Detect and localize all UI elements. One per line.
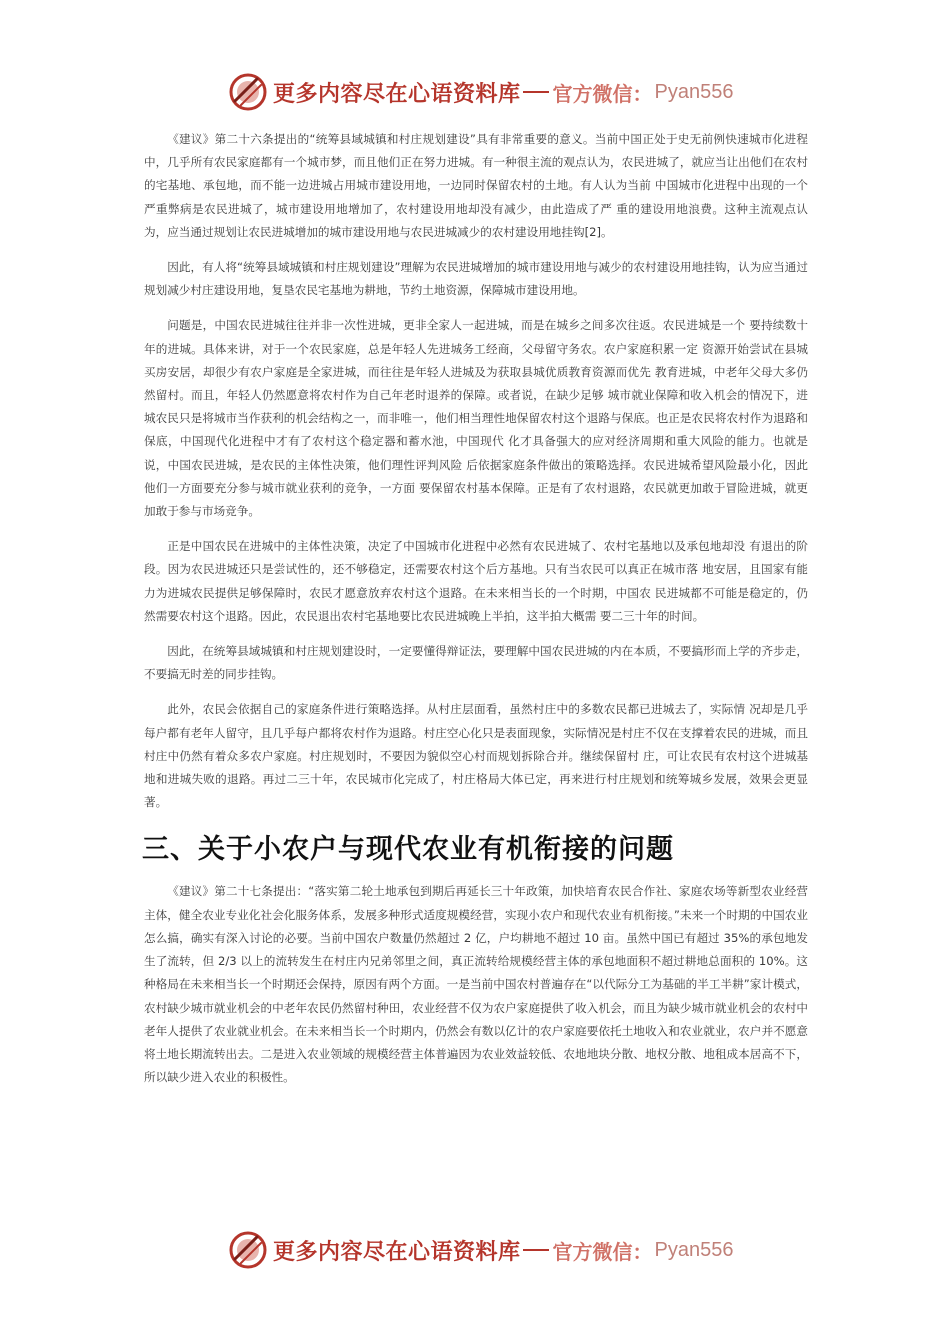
document-body (144, 128, 808, 1101)
paragraph: 《建议》第二十六条提出的“统筹县域城镇和村庄规划建设”具有非常重要的意义。当前中国正处于史无前例快速城市化进程中，几乎所有农民家庭都有一个城市梦，而且他们正在努力进城。有一种很主流的观点认为，农民进城了，就应当让出他们在农村的宅基地、承包地，而不能一边进城占用城市建设用地，一边同时保留农村的土地。有人认为当前 中国城市化进程中出现的一个严重弊病是农民进城了，城市建设用地增加了，农村建设用地却没有减少，由此造成了严 重的建设用地浪费。这种主流观点认为，应当通过规划让农民进城增加的城市建设用地与农民进城减少的农村建设用地挂钩[2]。 (144, 132, 808, 239)
banner-row (227, 1228, 733, 1272)
logo-icon (227, 1229, 269, 1271)
footer-banner (0, 1228, 950, 1272)
banner-text: 更多内容尽在心语资料库 (273, 80, 521, 107)
header-banner (0, 70, 950, 114)
banner-wechat-id: Pyan556 (654, 1238, 734, 1261)
banner-wechat-label: 官方微信： (552, 1239, 653, 1264)
paragraph: 因此，在统筹县域城镇和村庄规划建设时，一定要懂得辩证法，要理解中国农民进城的内在本质，不要搞形而上学的齐步走，不要搞无时差的同步挂钩。 (144, 644, 808, 682)
banner-dash (523, 91, 549, 93)
banner-wechat-id: Pyan556 (654, 80, 734, 103)
paragraph: 此外，农民会依据自己的家庭条件进行策略选择。从村庄层面看，虽然村庄中的多数农民都已进城去了，实际情 况却是几乎每户都有老年人留守，且几乎每户都将农村作为退路。村庄空心化只是表面现象，实际情况是村庄不仅在支撑着农民的进城，而且村庄中仍然有着众多农户家庭。村庄规划时，不要因为貌似空心村而规划拆除合并。继续保留村 庄，可让农民有农村这个进城基地和进城失败的退路。再过二三十年，农民城市化完成了，村庄格局大体已定，再来进行村庄规划和统筹城乡发展，效果会更显著。 (144, 702, 808, 810)
banner-wechat-label: 官方微信： (552, 81, 653, 106)
logo-icon (227, 71, 269, 113)
paragraph: 正是中国农民在进城中的主体性决策，决定了中国城市化进程中必然有农民进城了、农村宅基地以及承包地却没 有退出的阶段。因为农民进城还只是尝试性的，还不够稳定，还需要农村这个后方基地。只有当农民可以真正在城市落 地安居，且国家有能力为进城农民提供足够保障时，农民才愿意放弃农村这个退路。在未来相当长的一个时期，中国农 民进城都不可能是稳定的，仍然需要农村这个退路。因此，农民退出农村宅基地要比农民进城晚上半拍，这半拍大概需 要二三十年的时间。 (144, 539, 808, 623)
paragraph: 因此，有人将“统筹县域城镇和村庄规划建设”理解为农民进城增加的城市建设用地与减少的农村建设用地挂钩，认为应当通过规划减少村庄建设用地，复垦农民宅基地为耕地，节约土地资源，保障城市建设用地。 (144, 260, 808, 298)
banner-dash (523, 1249, 549, 1251)
banner-row (227, 70, 733, 114)
paragraph: 《建议》第二十七条提出：“落实第二轮土地承包到期后再延长三十年政策，加快培育农民合作社、家庭农场等新型农业经营主体，健全农业专业化社会化服务体系，发展多种形式适度规模经营，实现小农户和现代农业有机衔接。”未来一个时期的中国农业怎么搞，确实有深入讨论的必要。当前中国农户数量仍然超过 2 亿，户均耕地不超过 10 亩。虽然中国已有超过 35%的承包地发生了流转，但 2/3 以上的流转发生在村庄内兄弟邻里之间，真正流转给规模经营主体的承包地面积不超过耕地总面积的 10%。这种格局在未来相当长一个时期还会保持，原因有两个方面。一是当前中国农村普遍存在“以代际分工为基础的半工半耕”家计模式，农村缺少城市就业机会的中老年农民仍然留村种田，农业经营不仅为农户家庭提供了收入机会，而且为缺少城市就业机会的农村中老年人提供了农业就业机会。在未来相当长一个时期内，仍然会有数以亿计的农户家庭要依托土地收入和农业就业，农户并不愿意将土地长期流转出去。二是进入农业领域的规模经营主体普遍因为农业效益较低、农地地块分散、地权分散、地租成本居高不下，所以缺少进入农业的积极性。 (144, 884, 808, 1085)
paragraph: 问题是，中国农民进城往往并非一次性进城，更非全家人一起进城，而是在城乡之间多次往返。农民进城是一个 要持续数十年的进城。具体来讲，对于一个农民家庭，总是年轻人先进城务工经商，父母留守务农。农户家庭积累一定 资源开始尝试在县城买房安居，却很少有农户家庭是全家进城，而往往是年轻人进城及为获取县城优质教育资源而优先 教育进城，中老年父母大多仍然留村。而且，年轻人仍然愿意将农村作为自己年老时退养的保障。或者说，在缺少足够 城市就业保障和收入机会的情况下，进城农民只是将城市当作获利的机会结构之一，而非唯一，他们相当理性地保留农村这个退路与保底。也正是农民将农村作为退路和保底，中国现代化进程中才有了农村这个稳定器和蓄水池，中国现代 化才具备强大的应对经济周期和重大风险的能力。也就是说，中国农民进城，是农民的主体性决策，他们理性评判风险 后依据家庭条件做出的策略选择。农民进城希望风险最小化，因此他们一方面要充分参与城市就业获利的竞争，一方面 要保留农村基本保障。正是有了农村退路，农民就更加敢于冒险进城，就更加敢于参与市场竞争。 (144, 318, 808, 519)
section-heading: 三、关于小农户与现代农业有机衔接的问题 (142, 834, 674, 866)
banner-text: 更多内容尽在心语资料库 (273, 1238, 521, 1265)
